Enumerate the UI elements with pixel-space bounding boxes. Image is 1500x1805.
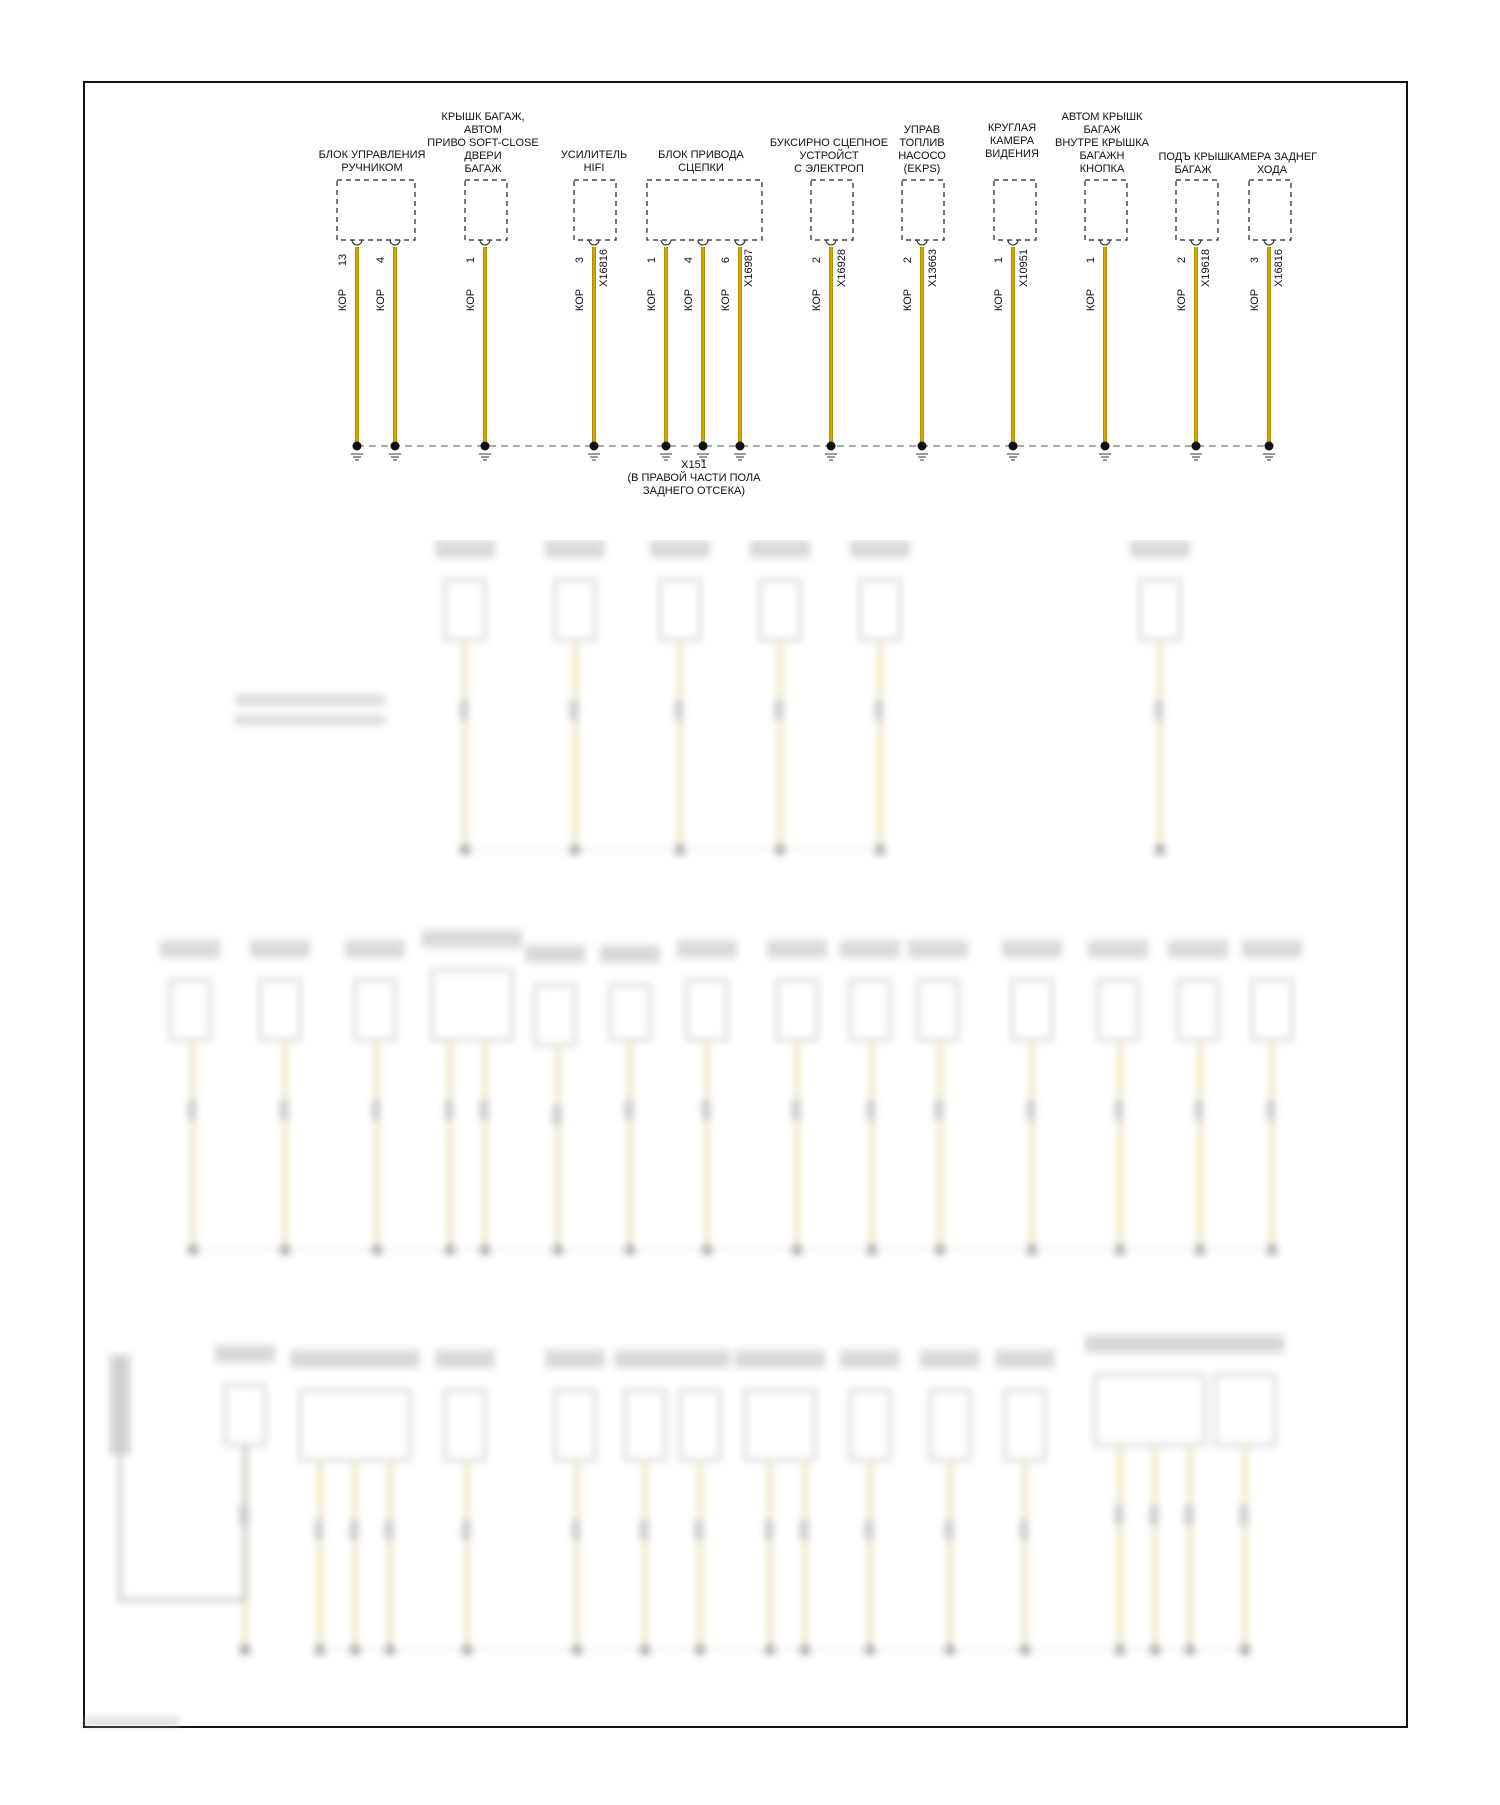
blurred-label [1205, 1335, 1285, 1353]
blurred-tag [1185, 1505, 1193, 1525]
blurred-label [525, 945, 585, 963]
blurred-label [650, 540, 710, 558]
component-box [902, 180, 944, 240]
component-box [337, 180, 415, 240]
wire-color-label: КОР [375, 288, 387, 312]
blurred-label [215, 1345, 275, 1363]
blurred-tag [385, 1520, 393, 1540]
blurred-tag [765, 1520, 773, 1540]
pin-socket [917, 240, 927, 245]
pin-socket [589, 240, 599, 245]
blurred-tag [372, 1100, 380, 1120]
component-box [574, 180, 616, 240]
connector-id: X16987 [743, 249, 755, 287]
blurred-box [300, 1390, 410, 1460]
blurred-box [445, 1390, 485, 1460]
blurred-box [225, 1385, 265, 1445]
blurred-label [160, 940, 220, 958]
blurred-label [545, 540, 605, 558]
blurred-box [777, 980, 817, 1040]
blurred-label [1002, 940, 1062, 958]
component-box [811, 180, 853, 240]
component-label-hifi-amp: УСИЛИТЕЛЬ HIFI [560, 149, 628, 174]
blurred-tag [445, 1100, 453, 1120]
blurred-box [1140, 580, 1180, 640]
blurred-label [677, 940, 737, 958]
blurred-tag [553, 1105, 561, 1125]
pin-number: 13 [337, 253, 349, 267]
blurred-tag [350, 1520, 358, 1540]
component-label-surround-camera: КРУГЛАЯ КАМЕРА ВИДЕНИЯ [985, 122, 1039, 160]
blurred-box [1095, 1375, 1205, 1445]
blurred-label [615, 1350, 675, 1368]
blurred-label [1085, 1335, 1215, 1353]
wire-color-label: КОР [902, 288, 914, 312]
blurred-box [555, 1390, 595, 1460]
pin-number: 3 [574, 256, 586, 264]
wire-color-label: КОР [465, 288, 477, 312]
blurred-box [445, 580, 485, 640]
blurred-tag [1020, 1520, 1028, 1540]
blurred-box [170, 980, 210, 1040]
wire-color-label: КОР [993, 288, 1005, 312]
blurred-box [610, 985, 650, 1040]
blurred-box [432, 970, 512, 1040]
ground-node [1009, 442, 1018, 451]
pin-socket [661, 240, 671, 245]
blurred-label [767, 940, 827, 958]
blurred-label [850, 540, 910, 558]
wire-color-label: КОР [574, 288, 586, 312]
pin-socket [735, 240, 745, 245]
blurred-label [545, 1350, 605, 1368]
blurred-tag [800, 1520, 808, 1540]
ground-node [699, 442, 708, 451]
wire-color-label: КОР [1176, 288, 1188, 312]
blurred-box [1252, 980, 1292, 1040]
blurred-box [860, 580, 900, 640]
blurred-box [1098, 980, 1138, 1040]
blurred-tag [792, 1100, 800, 1120]
ground-node [827, 442, 836, 451]
pin-number: 1 [1085, 256, 1097, 264]
blurred-box [850, 1390, 890, 1460]
wire-color-label: КОР [683, 288, 695, 312]
ground-node [1265, 442, 1274, 451]
blurred-label [840, 1350, 900, 1368]
blurred-tag [625, 1100, 633, 1120]
blurred-box [850, 980, 890, 1040]
blurred-label [735, 1350, 825, 1368]
blurred-tag [640, 1520, 648, 1540]
blurred-label [1088, 940, 1148, 958]
component-box [1085, 180, 1127, 240]
blurred-node [240, 1645, 250, 1655]
component-label-tow-hitch: БУКСИРНО СЦЕПНОЕ УСТРОЙСТ С ЭЛЕКТРОП [769, 137, 889, 175]
ground-node [353, 442, 362, 451]
connector-id: X16816 [598, 249, 610, 287]
blurred-tag [775, 700, 783, 720]
blurred-box [1005, 1390, 1045, 1460]
pin-number: 1 [993, 256, 1005, 264]
blurred-tag [1155, 700, 1163, 720]
ground-node [736, 442, 745, 451]
component-label-rear-camera: КАМЕРА ЗАДНЕГ ХОДА [1226, 151, 1318, 176]
pin-socket [1100, 240, 1110, 245]
blurred-tag [1240, 1505, 1248, 1525]
wire-color-label: КОР [1249, 288, 1261, 312]
blurred-box [260, 980, 300, 1040]
wire-color-label: КОР [811, 288, 823, 312]
blurred-tag [572, 1520, 580, 1540]
blurred-label [422, 930, 522, 948]
blurred-box [1178, 980, 1218, 1040]
ground-node [590, 442, 599, 451]
blurred-label [435, 540, 495, 558]
pin-number: 1 [465, 256, 477, 264]
blurred-box [1215, 1375, 1275, 1445]
blurred-tag [480, 1100, 488, 1120]
blurred-label [840, 940, 900, 958]
ground-node [1192, 442, 1201, 451]
pin-number: 3 [1249, 256, 1261, 264]
component-box [465, 180, 507, 240]
blurred-tag [1115, 1505, 1123, 1525]
component-box [1176, 180, 1218, 240]
ground-node [662, 442, 671, 451]
blurred-label [670, 1350, 730, 1368]
blurred-tag [935, 1100, 943, 1120]
blurred-box [625, 1390, 665, 1460]
pin-number: 1 [646, 256, 658, 264]
component-box [647, 180, 762, 240]
connector-id: X16928 [836, 249, 848, 287]
pin-number: 4 [683, 256, 695, 264]
blurred-tag [460, 700, 468, 720]
blurred-tag [675, 700, 683, 720]
blurred-tag [188, 1100, 196, 1120]
wire-color-label: КОР [646, 288, 658, 312]
blurred-tag [865, 1520, 873, 1540]
blurred-tag [1115, 1100, 1123, 1120]
pin-socket [352, 240, 362, 245]
blurred-label [1242, 940, 1302, 958]
pin-socket [826, 240, 836, 245]
blurred-tag [945, 1520, 953, 1540]
blurred-tag [462, 1520, 470, 1540]
ground-node [1101, 442, 1110, 451]
component-box [1249, 180, 1291, 240]
connector-id: X13663 [927, 249, 939, 287]
component-label-trunk-button: АВТОМ КРЫШК БАГАЖ ВНУТРЕ КРЫШКА БАГАЖН КНОПКА [1054, 111, 1150, 175]
blurred-tag [1195, 1100, 1203, 1120]
blurred-box [918, 980, 958, 1040]
blurred-label [250, 940, 310, 958]
blurred-tag [1150, 1505, 1158, 1525]
blurred-tag [570, 700, 578, 720]
blurred-tag [867, 1100, 875, 1120]
blurred-fuse [110, 1355, 130, 1455]
blurred-label [995, 1350, 1055, 1368]
component-label-trunk-softclose: КРЫШК БАГАЖ, АВТОМ ПРИВО SOFT-CLOSE ДВЕРИ БАГАЖ [427, 111, 539, 175]
blurred-box [535, 985, 575, 1045]
component-label-tow-drive: БЛОК ПРИВОДА СЦЕПКИ [658, 149, 744, 174]
pin-number: 4 [375, 256, 387, 264]
ground-node [481, 442, 490, 451]
blurred-box [1012, 980, 1052, 1040]
blurred-footnote [85, 1718, 180, 1726]
blurred-box [745, 1390, 815, 1460]
blurred-box [355, 980, 395, 1040]
blurred-box [680, 1390, 720, 1460]
blurred-wire [120, 1445, 245, 1600]
pin-socket [1008, 240, 1018, 245]
pin-number: 6 [720, 256, 732, 264]
blurred-label [920, 1350, 980, 1368]
blurred-tag [875, 700, 883, 720]
pin-socket [480, 240, 490, 245]
ground-label: X151 (В ПРАВОЙ ЧАСТИ ПОЛА ЗАДНЕГО ОТСЕКА) [627, 459, 761, 497]
blurred-label [908, 940, 968, 958]
blurred-tag [1027, 1100, 1035, 1120]
pin-socket [1191, 240, 1201, 245]
ground-node [391, 442, 400, 451]
component-box [994, 180, 1036, 240]
blurred-note [235, 695, 385, 705]
pin-socket [390, 240, 400, 245]
blurred-label [290, 1350, 420, 1368]
blurred-box [687, 980, 727, 1040]
blurred-label [345, 940, 405, 958]
pin-number: 2 [1176, 256, 1188, 264]
connector-id: X10951 [1018, 249, 1030, 287]
blurred-tag [702, 1100, 710, 1120]
wire-color-label: КОР [720, 288, 732, 312]
blurred-note [235, 715, 385, 725]
component-label-trunk-lift: ПОДЪ КРЫШ БАГАЖ [1158, 151, 1228, 176]
pin-number: 2 [811, 256, 823, 264]
blurred-label [435, 1350, 495, 1368]
blurred-tag [1267, 1100, 1275, 1120]
blurred-box [555, 580, 595, 640]
blurred-node [1155, 845, 1165, 855]
component-label-handbrake: БЛОК УПРАВЛЕНИЯ РУЧНИКОМ [318, 149, 426, 174]
wire-color-label: КОР [337, 288, 349, 312]
pin-socket [1264, 240, 1274, 245]
blurred-tag [315, 1520, 323, 1540]
wire-color-label: КОР [1085, 288, 1097, 312]
blurred-box [930, 1390, 970, 1460]
blurred-box [660, 580, 700, 640]
pin-number: 2 [902, 256, 914, 264]
blurred-label [1130, 540, 1190, 558]
component-label-fuel-pump: УПРАВ ТОПЛИВ НАСОСО (EKPS) [898, 124, 946, 175]
blurred-tag [280, 1100, 288, 1120]
blurred-label [750, 540, 810, 558]
connector-id: X19618 [1200, 249, 1212, 287]
blurred-label [600, 945, 660, 963]
blurred-tag [695, 1520, 703, 1540]
connector-id: X16816 [1273, 249, 1285, 287]
blurred-box [760, 580, 800, 640]
pin-socket [698, 240, 708, 245]
ground-node [918, 442, 927, 451]
blurred-label [1168, 940, 1228, 958]
blurred-lower-diagram [80, 540, 1410, 1735]
